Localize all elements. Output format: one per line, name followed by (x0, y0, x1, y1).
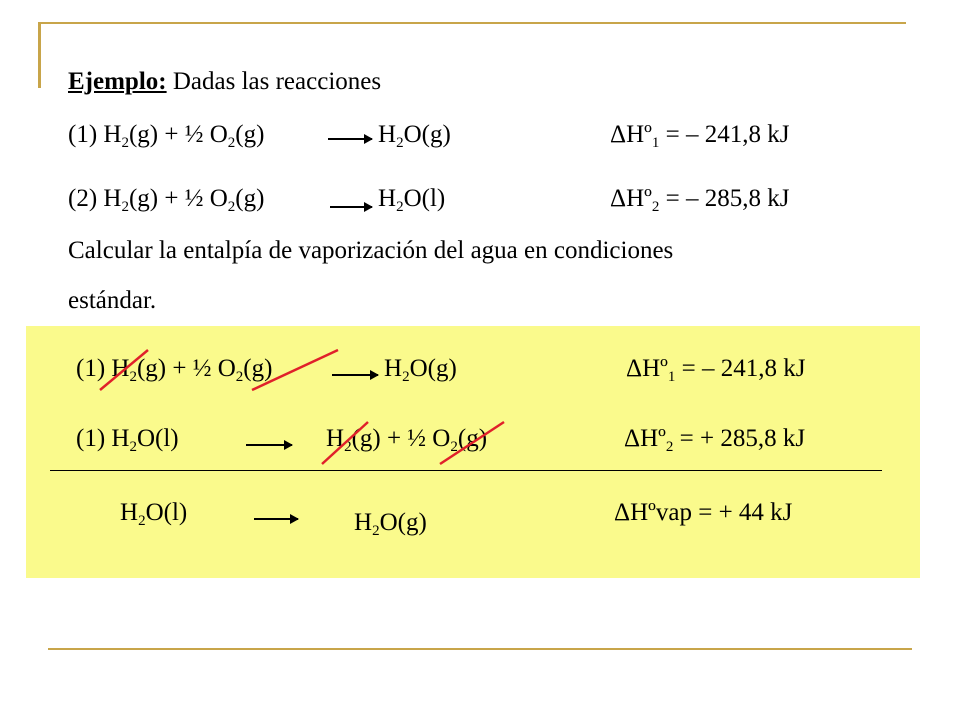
strike-o2-reaction-1 (252, 350, 338, 390)
top-reaction-1-enthalpy: ΔHº$_1$ = – 241,8 kJ (610, 121, 790, 151)
strike-o2-reaction-2 (440, 422, 504, 464)
solution-reaction-1-product: $H_2O(g)$ (384, 355, 457, 385)
question-line-1: Calcular la entalpía de vaporización del agua en condiciones (68, 237, 674, 264)
heading-text: Dadas las reacciones (166, 68, 382, 95)
top-reaction-1-reactants: (1) $H_2(g)$ + ½ $O_2(g)$ (68, 121, 265, 151)
solution-reaction-1-reactants: (1) $H_2(g)$ + ½ $O_2(g)$ (76, 355, 273, 385)
top-reaction-2-product: $H_2O(l)$ (378, 185, 446, 215)
top-reaction-2-enthalpy: ΔHº$_2$ = – 285,8 kJ (610, 185, 790, 215)
net-reaction-product: $H_2O(g)$ (354, 509, 427, 539)
solution-reaction-1-enthalpy: ΔHº$_1$ = – 241,8 kJ (626, 355, 806, 385)
top-reaction-2-reactants: (2) $H_2(g)$ + ½ $O_2(g)$ (68, 185, 265, 215)
solution-reaction-2-reactants: (1) $H_2O(l)$ (76, 425, 179, 455)
solution-reaction-2-enthalpy: ΔHº$_2$ = + 285,8 kJ (624, 425, 806, 455)
heading-label: Ejemplo: (68, 68, 167, 95)
strike-h2-reaction-1 (100, 350, 148, 390)
solution-reaction-2-product: $H_2(g)$ + ½ $O_2(g)$ (326, 425, 488, 455)
question-line-2: estándar. (68, 287, 157, 314)
strike-h2-reaction-2 (322, 422, 368, 464)
top-reaction-1-product: $H_2O(g)$ (378, 121, 451, 151)
net-reaction-reactant: $H_2O(l)$ (120, 499, 188, 529)
net-reaction-enthalpy: ΔHºvap = + 44 kJ (614, 499, 793, 526)
